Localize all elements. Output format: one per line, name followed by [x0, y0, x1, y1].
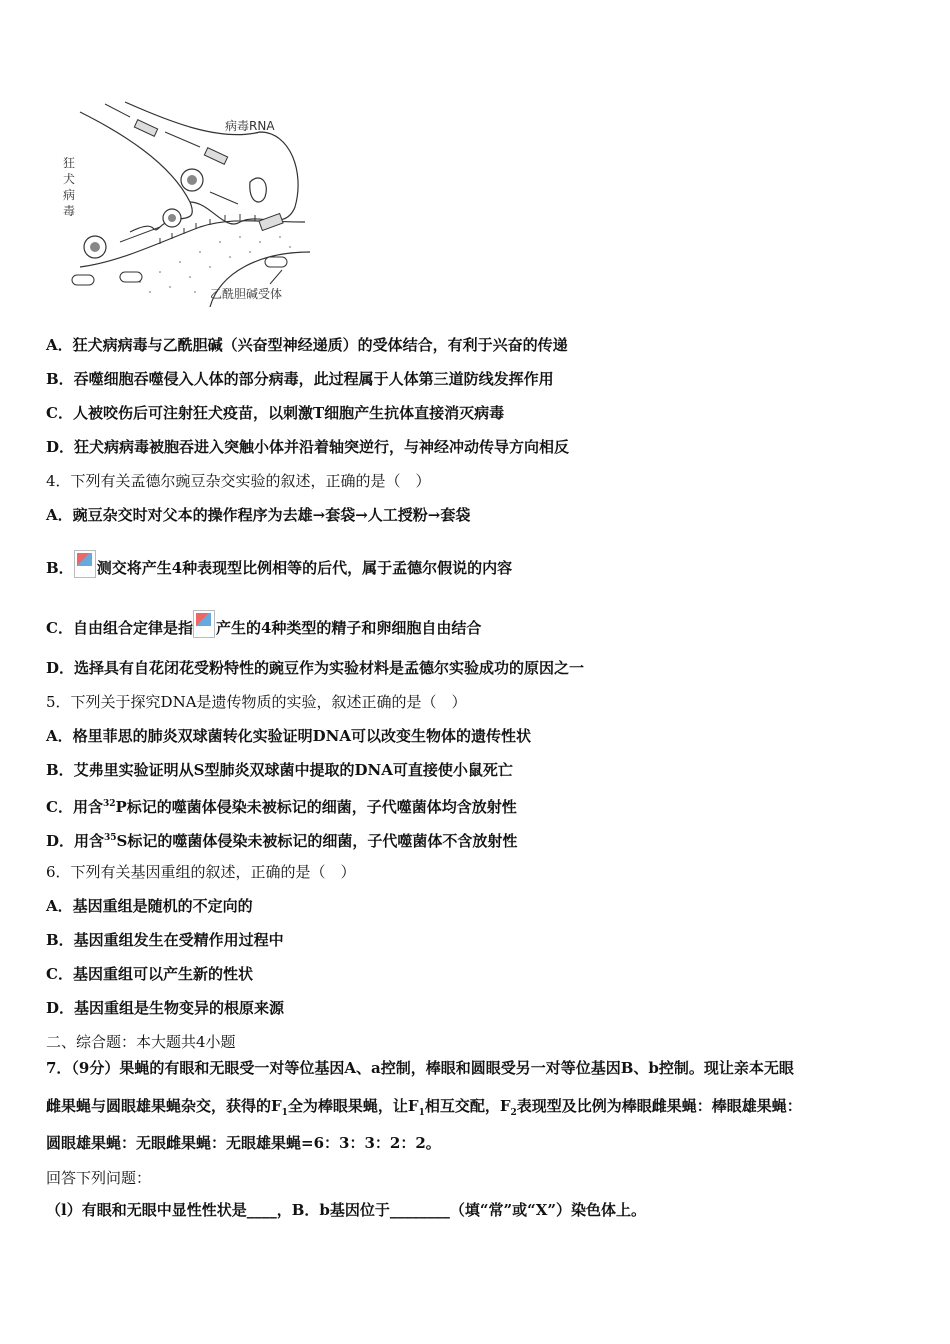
q3-option-d: D．狂犬病病毒被胞吞进入突触小体并沿着轴突逆行，与神经冲动传导方向相反	[46, 438, 570, 456]
q7-f2-sub: 2	[510, 1108, 517, 1118]
q4-option-b	[46, 550, 512, 578]
q4-option-c-prefix: C．自由组合定律是指	[46, 619, 193, 637]
q5-option-c-post: P标记的噬菌体侵染未被标记的细菌，子代噬菌体均含放射性	[115, 798, 517, 816]
q4-option-c	[46, 610, 481, 638]
label-rabies-3: 病	[63, 188, 76, 202]
rabies-synapse-figure	[60, 92, 320, 307]
q6-option-c: C．基因重组可以产生新的性状	[46, 965, 253, 983]
q5-option-a: A．格里菲思的肺炎双球菌转化实验证明DNA可以改变生物体的遗传性状	[46, 727, 531, 745]
label-rabies-1: 狂	[63, 156, 76, 170]
q7-sub-question-1: （l）有眼和无眼中显性性状是____，B．b基因位于________（填“常”或“X”）染色体上。	[46, 1201, 647, 1219]
q4-option-c-text: 产生的4种类型的精子和卵细胞自由结合	[215, 619, 482, 637]
q5-option-d-pre: D．用含	[46, 832, 105, 850]
q4-option-a: A．豌豆杂交时对父本的操作程序为去雄→套袋→人工授粉→套袋	[46, 506, 471, 524]
label-rabies-2: 犬	[63, 172, 76, 186]
q7-line-2-d: 表现型及比例为棒眼雌果蝇：棒眼雄果蝇：	[516, 1097, 802, 1115]
q7-f1-sub-2: 1	[418, 1108, 425, 1118]
q7-line-2	[46, 1096, 802, 1123]
label-ach-receptor: 乙酰胆碱受体	[210, 287, 283, 301]
q5-option-d	[46, 828, 517, 851]
q5-option-d-isotope: 35	[104, 833, 117, 843]
q7-line-2-a: 雌果蝇与圆眼雄果蝇杂交，获得的F	[46, 1097, 282, 1115]
q5-option-b: B．艾弗里实验证明从S型肺炎双球菌中提取的DNA可直接使小鼠死亡	[46, 761, 513, 779]
q5-option-d-post: S标记的噬菌体侵染未被标记的细菌，子代噬菌体不含放射性	[116, 832, 518, 850]
q4-option-b-prefix: B．	[46, 559, 74, 577]
q6-option-d: D．基因重组是生物变异的根原来源	[46, 999, 285, 1017]
q3-option-a: A．狂犬病病毒与乙酰胆碱（兴奋型神经递质）的受体结合，有利于兴奋的传递	[46, 336, 568, 354]
q5-stem: 5．下列关于探究DNA是遗传物质的实验，叙述正确的是（ ）	[46, 693, 467, 711]
broken-image-icon	[74, 550, 96, 578]
q6-option-a: A．基因重组是随机的不定向的	[46, 897, 253, 915]
q7-line-2-b: 全为棒眼果蝇，让F	[287, 1097, 419, 1115]
q5-option-c	[46, 794, 517, 817]
q7-answer-prompt: 回答下列问题：	[46, 1169, 152, 1187]
label-virus-rna: 病毒RNA	[225, 119, 275, 133]
q5-option-c-pre: C．用含	[46, 798, 103, 816]
figure-drawing	[60, 92, 320, 307]
q3-option-c: C．人被咬伤后可注射狂犬疫苗，以刺激T细胞产生抗体直接消灭病毒	[46, 404, 505, 422]
q6-option-b: B．基因重组发生在受精作用过程中	[46, 931, 284, 949]
label-rabies-4: 毒	[63, 204, 76, 218]
q4-option-d: D．选择具有自花闭花受粉特性的豌豆作为实验材料是孟德尔实验成功的原因之一	[46, 659, 585, 677]
q3-option-b: B．吞噬细胞吞噬侵入人体的部分病毒，此过程属于人体第三道防线发挥作用	[46, 370, 554, 388]
q6-stem: 6．下列有关基因重组的叙述，正确的是（ ）	[46, 863, 356, 881]
q7-line-3: 圆眼雄果蝇：无眼雌果蝇：无眼雄果蝇=6：3：3：2：2。	[46, 1134, 441, 1152]
q4-option-b-text: 测交将产生4种表现型比例相等的后代，属于孟德尔假说的内容	[96, 559, 513, 577]
q5-option-c-isotope: 32	[102, 799, 116, 809]
q7-line-2-c: 相互交配，F	[424, 1097, 511, 1115]
broken-image-icon	[193, 610, 215, 638]
q7-f1-sub: 1	[281, 1108, 288, 1118]
q7-line-1: 7．（9分）果蝇的有眼和无眼受一对等位基因A、a控制，棒眼和圆眼受另一对等位基因B、b控制。现让亲本无眼	[46, 1059, 794, 1077]
q4-stem: 4．下列有关孟德尔豌豆杂交实验的叙述，正确的是（ ）	[46, 472, 431, 490]
section-2-heading: 二、综合题：本大题共4小题	[46, 1033, 236, 1051]
